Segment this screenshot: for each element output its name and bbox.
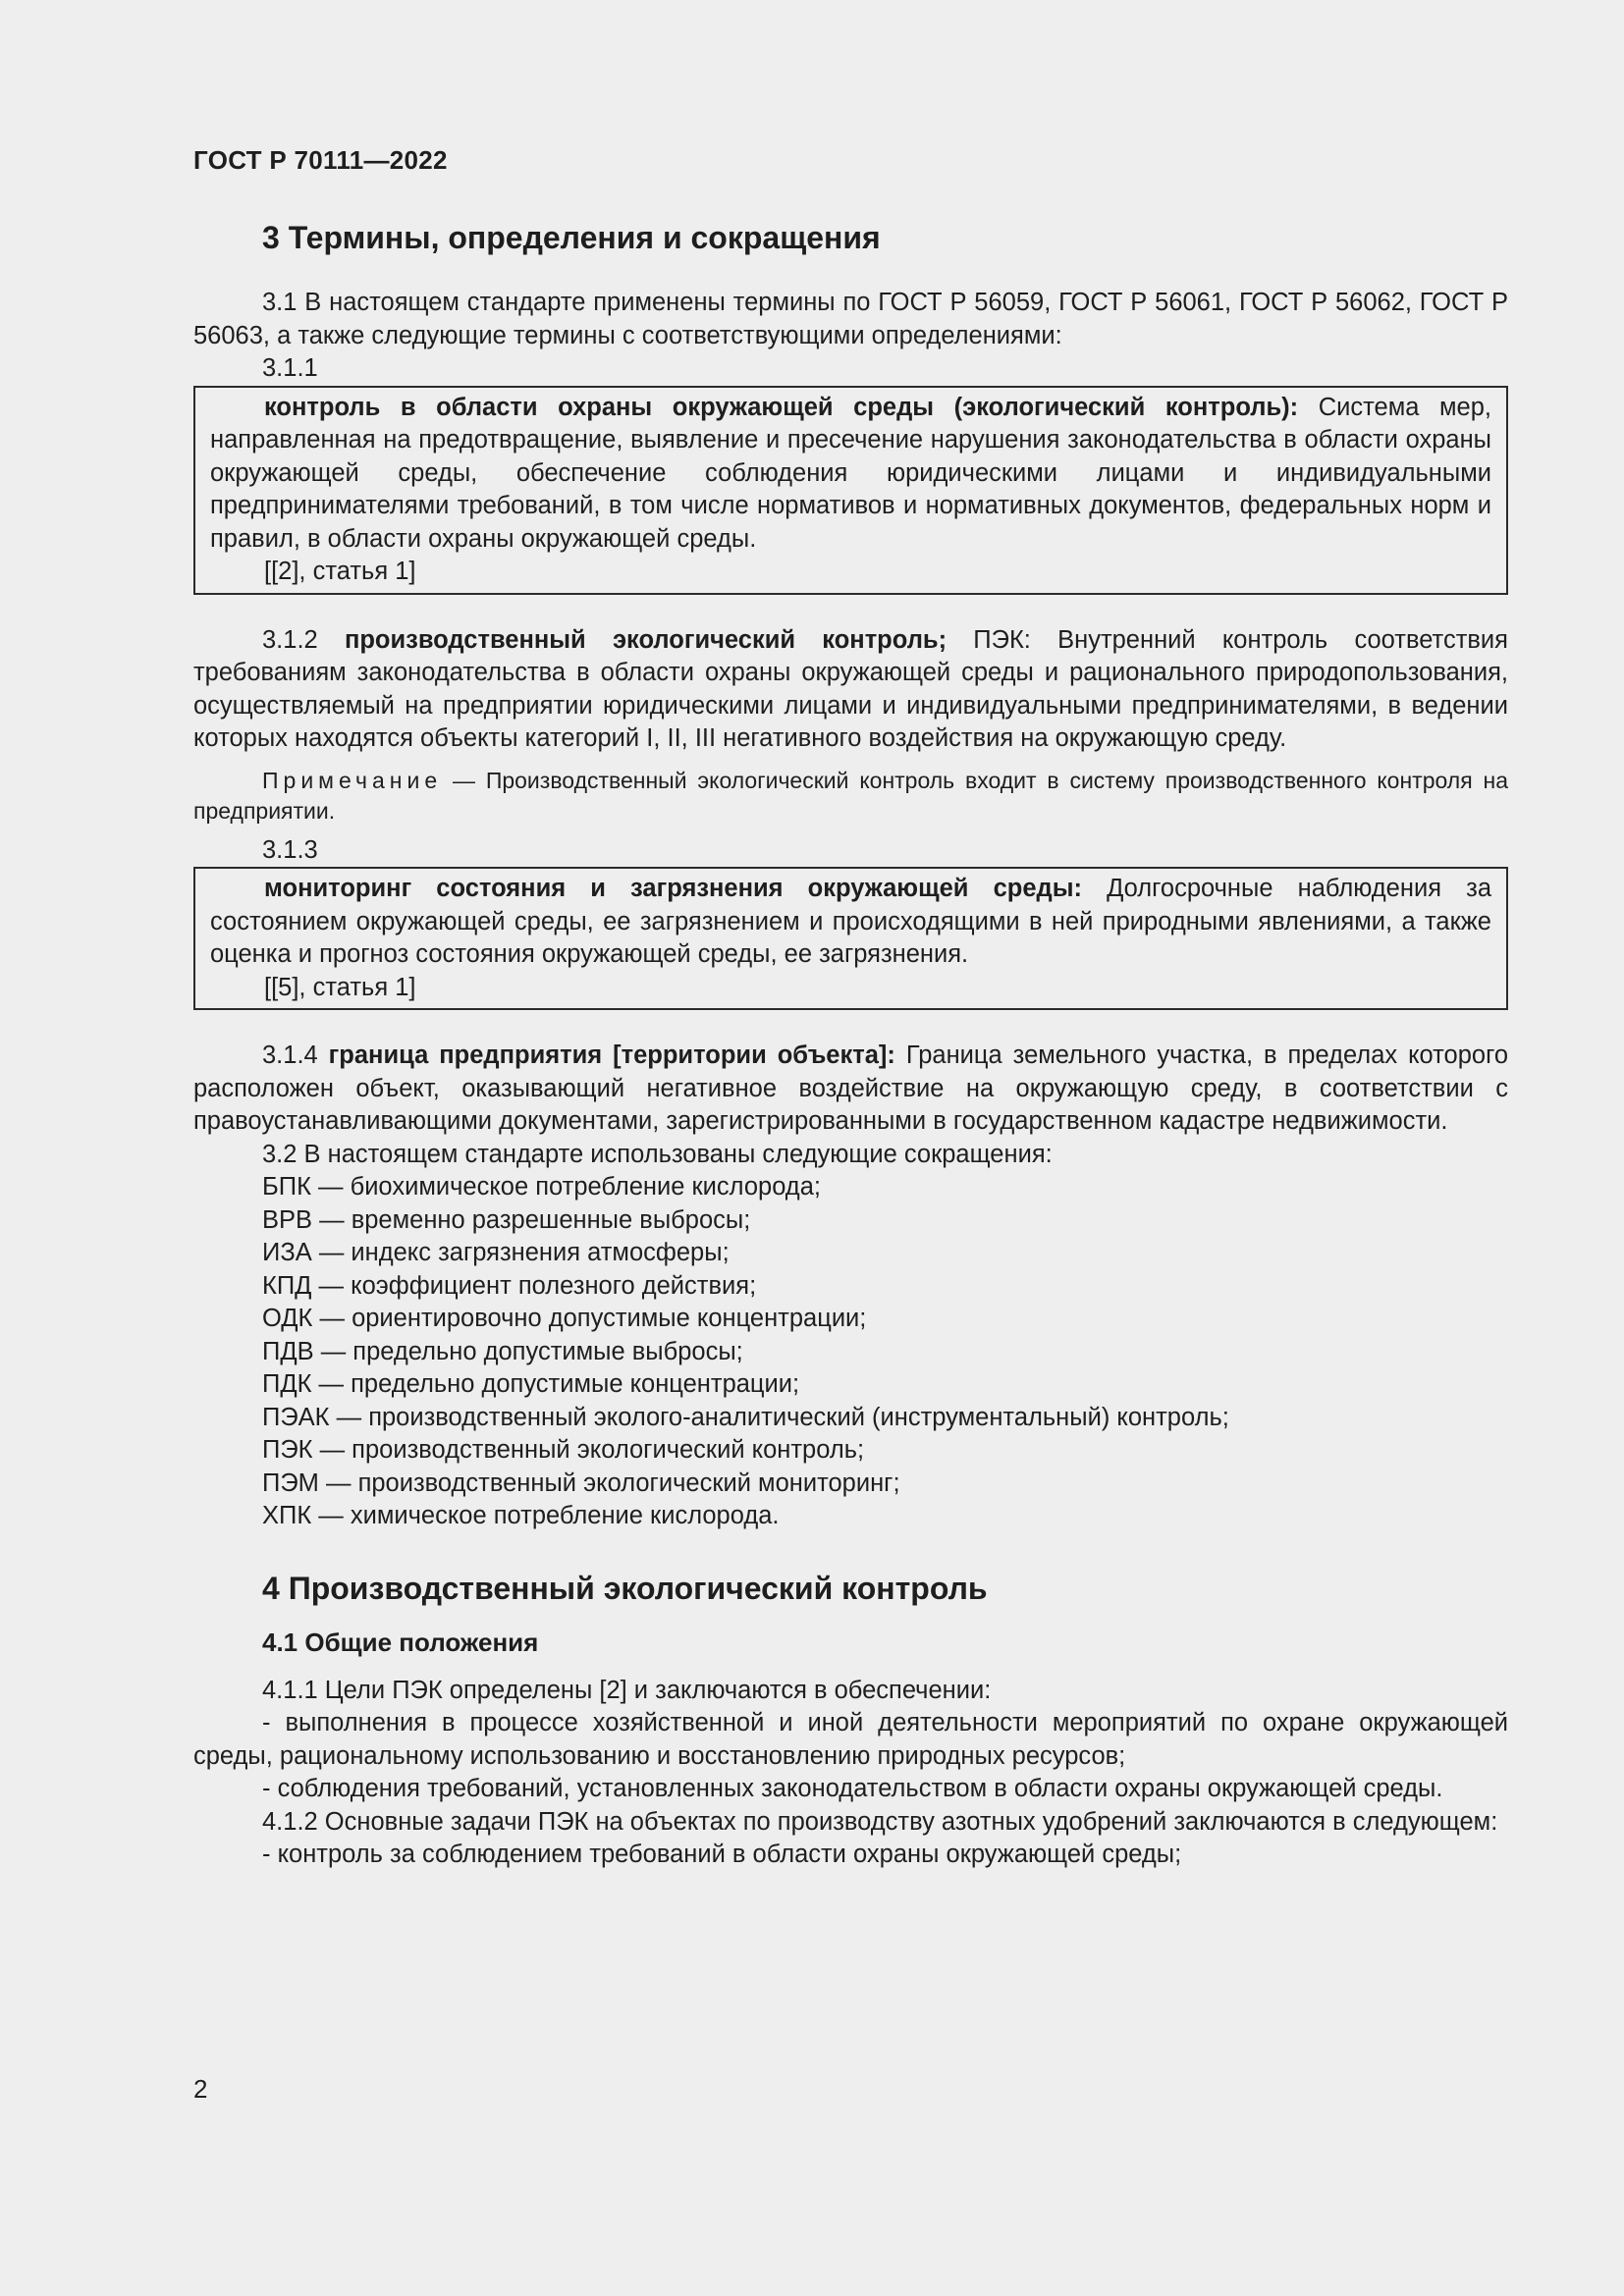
term-3-1-2-text: [193, 624, 1508, 756]
note-3-1-2: [193, 766, 1508, 827]
list-item: ОДК — ориентировочно допустимые концентрации;: [262, 1305, 867, 1332]
section-3-title: 3 Термины, определения и сокращения: [262, 220, 881, 255]
term-3-1-3-definition: Долгосрочные наблюдения за состоянием окружающей среды, ее загрязнением и происходящими в ней природными явлениями, а также оценка и прогноз состояния окружающей среды, ее загрязнения.: [210, 875, 1491, 968]
note-label: Примечание: [262, 767, 443, 793]
note-text: — Производственный экологический контроль входит в систему производственного контроля на предприятии.: [193, 767, 1508, 824]
section-3-1-intro: 3.1 В настоящем стандарте применены термины по ГОСТ Р 56059, ГОСТ Р 56061, ГОСТ Р 56062, ГОСТ Р 56063, а также следующие термины с соответствующими определениями:: [193, 289, 1508, 349]
term-3-1-4-definition: Граница земельного участка, в пределах которого расположен объект, оказывающий негативное воздействие на окружающую среду, в соответствии с правоустанавливающими документами, зарегистрированными в государственном кадастре недвижимости.: [193, 1041, 1508, 1135]
list-item: ПЭАК — производственный эколого-аналитический (инструментальный) контроль;: [262, 1403, 1229, 1431]
document-body: [193, 218, 1508, 1872]
list-item: БПК — биохимическое потребление кислорода;: [262, 1173, 821, 1201]
term-3-1-1-box: [193, 386, 1508, 595]
term-3-1-3-reference: [[5], статья 1]: [264, 973, 416, 1001]
list-item: ХПК — химическое потребление кислорода.: [262, 1502, 780, 1529]
clause-4-1-1-item: - соблюдения требований, установленных законодательством в области охраны окружающей среды.: [262, 1775, 1443, 1802]
subsection-4-1-title: 4.1 Общие положения: [262, 1627, 539, 1657]
term-3-1-2-definition: ПЭК: Внутренний контроль соответствия требованиям законодательства в области охраны окружающей среды и рационального природопользования, осуществляемый на предприятии юридическими лицами и индивидуальными предпринимателями, в ведении которых находятся объекты категорий I, II, III негативного воздействия на окружающую среду.: [193, 625, 1508, 752]
term-3-1-3-number: 3.1.3: [262, 835, 318, 864]
term-3-1-1-term: контроль в области охраны окружающей среды (экологический контроль):: [264, 393, 1299, 421]
clause-4-1-2: 4.1.2 Основные задачи ПЭК на объектах по производству азотных удобрений заключаются в следующем:: [262, 1807, 1498, 1836]
term-3-1-2-number: 3.1.2: [262, 625, 345, 654]
term-3-1-4-term: граница предприятия [территории объекта]:: [328, 1041, 895, 1069]
list-item: ПДВ — предельно допустимые выбросы;: [262, 1337, 743, 1365]
document-code-header: ГОСТ Р 70111—2022: [193, 145, 448, 175]
list-item: КПД — коэффициент полезного действия;: [262, 1271, 757, 1300]
abbreviations-list: [193, 1171, 1508, 1533]
clause-4-1-1-item: - выполнения в процессе хозяйственной и иной деятельности мероприятий по охране окружающей среды, рациональному использованию и восстановлению природных ресурсов;: [193, 1709, 1508, 1770]
term-3-1-4-number: 3.1.4: [262, 1041, 329, 1069]
term-3-1-1-definition: Система мер, направленная на предотвращение, выявление и пресечение нарушения законодательства в области охраны окружающей среды, обеспечение соблюдения юридическими лицами и индивидуальными предпринимателями требований, в том числе нормативов и нормативных документов, федеральных норм и правил, в области охраны окружающей среды.: [210, 393, 1491, 553]
list-item: ПЭМ — производственный экологический мониторинг;: [262, 1468, 900, 1497]
list-item: ПЭК — производственный экологический контроль;: [262, 1436, 865, 1464]
list-item: ВРВ — временно разрешенные выбросы;: [262, 1205, 751, 1234]
term-3-1-2-term: производственный экологический контроль;: [344, 625, 947, 654]
list-item: ИЗА — индекс загрязнения атмосферы;: [262, 1239, 730, 1266]
term-3-1-3-text: [210, 873, 1491, 972]
page-number: 2: [193, 2074, 208, 2104]
section-4-title: 4 Производственный экологический контроль: [262, 1570, 988, 1606]
abbreviations-intro: 3.2 В настоящем стандарте использованы следующие сокращения:: [262, 1140, 1053, 1168]
term-3-1-4-text: [193, 1040, 1508, 1139]
term-3-1-3-term: мониторинг состояния и загрязнения окружающей среды:: [264, 875, 1082, 902]
clause-4-1-1: 4.1.1 Цели ПЭК определены [2] и заключаются в обеспечении:: [262, 1676, 992, 1704]
list-item: ПДК — предельно допустимые концентрации;: [262, 1370, 800, 1398]
clause-4-1-2-item: - контроль за соблюдением требований в области охраны окружающей среды;: [262, 1841, 1182, 1868]
term-3-1-3-box: [193, 867, 1508, 1010]
term-3-1-1-reference: [[2], статья 1]: [264, 558, 416, 585]
term-3-1-1-text: [210, 392, 1491, 557]
term-3-1-1-number: 3.1.1: [262, 354, 318, 382]
